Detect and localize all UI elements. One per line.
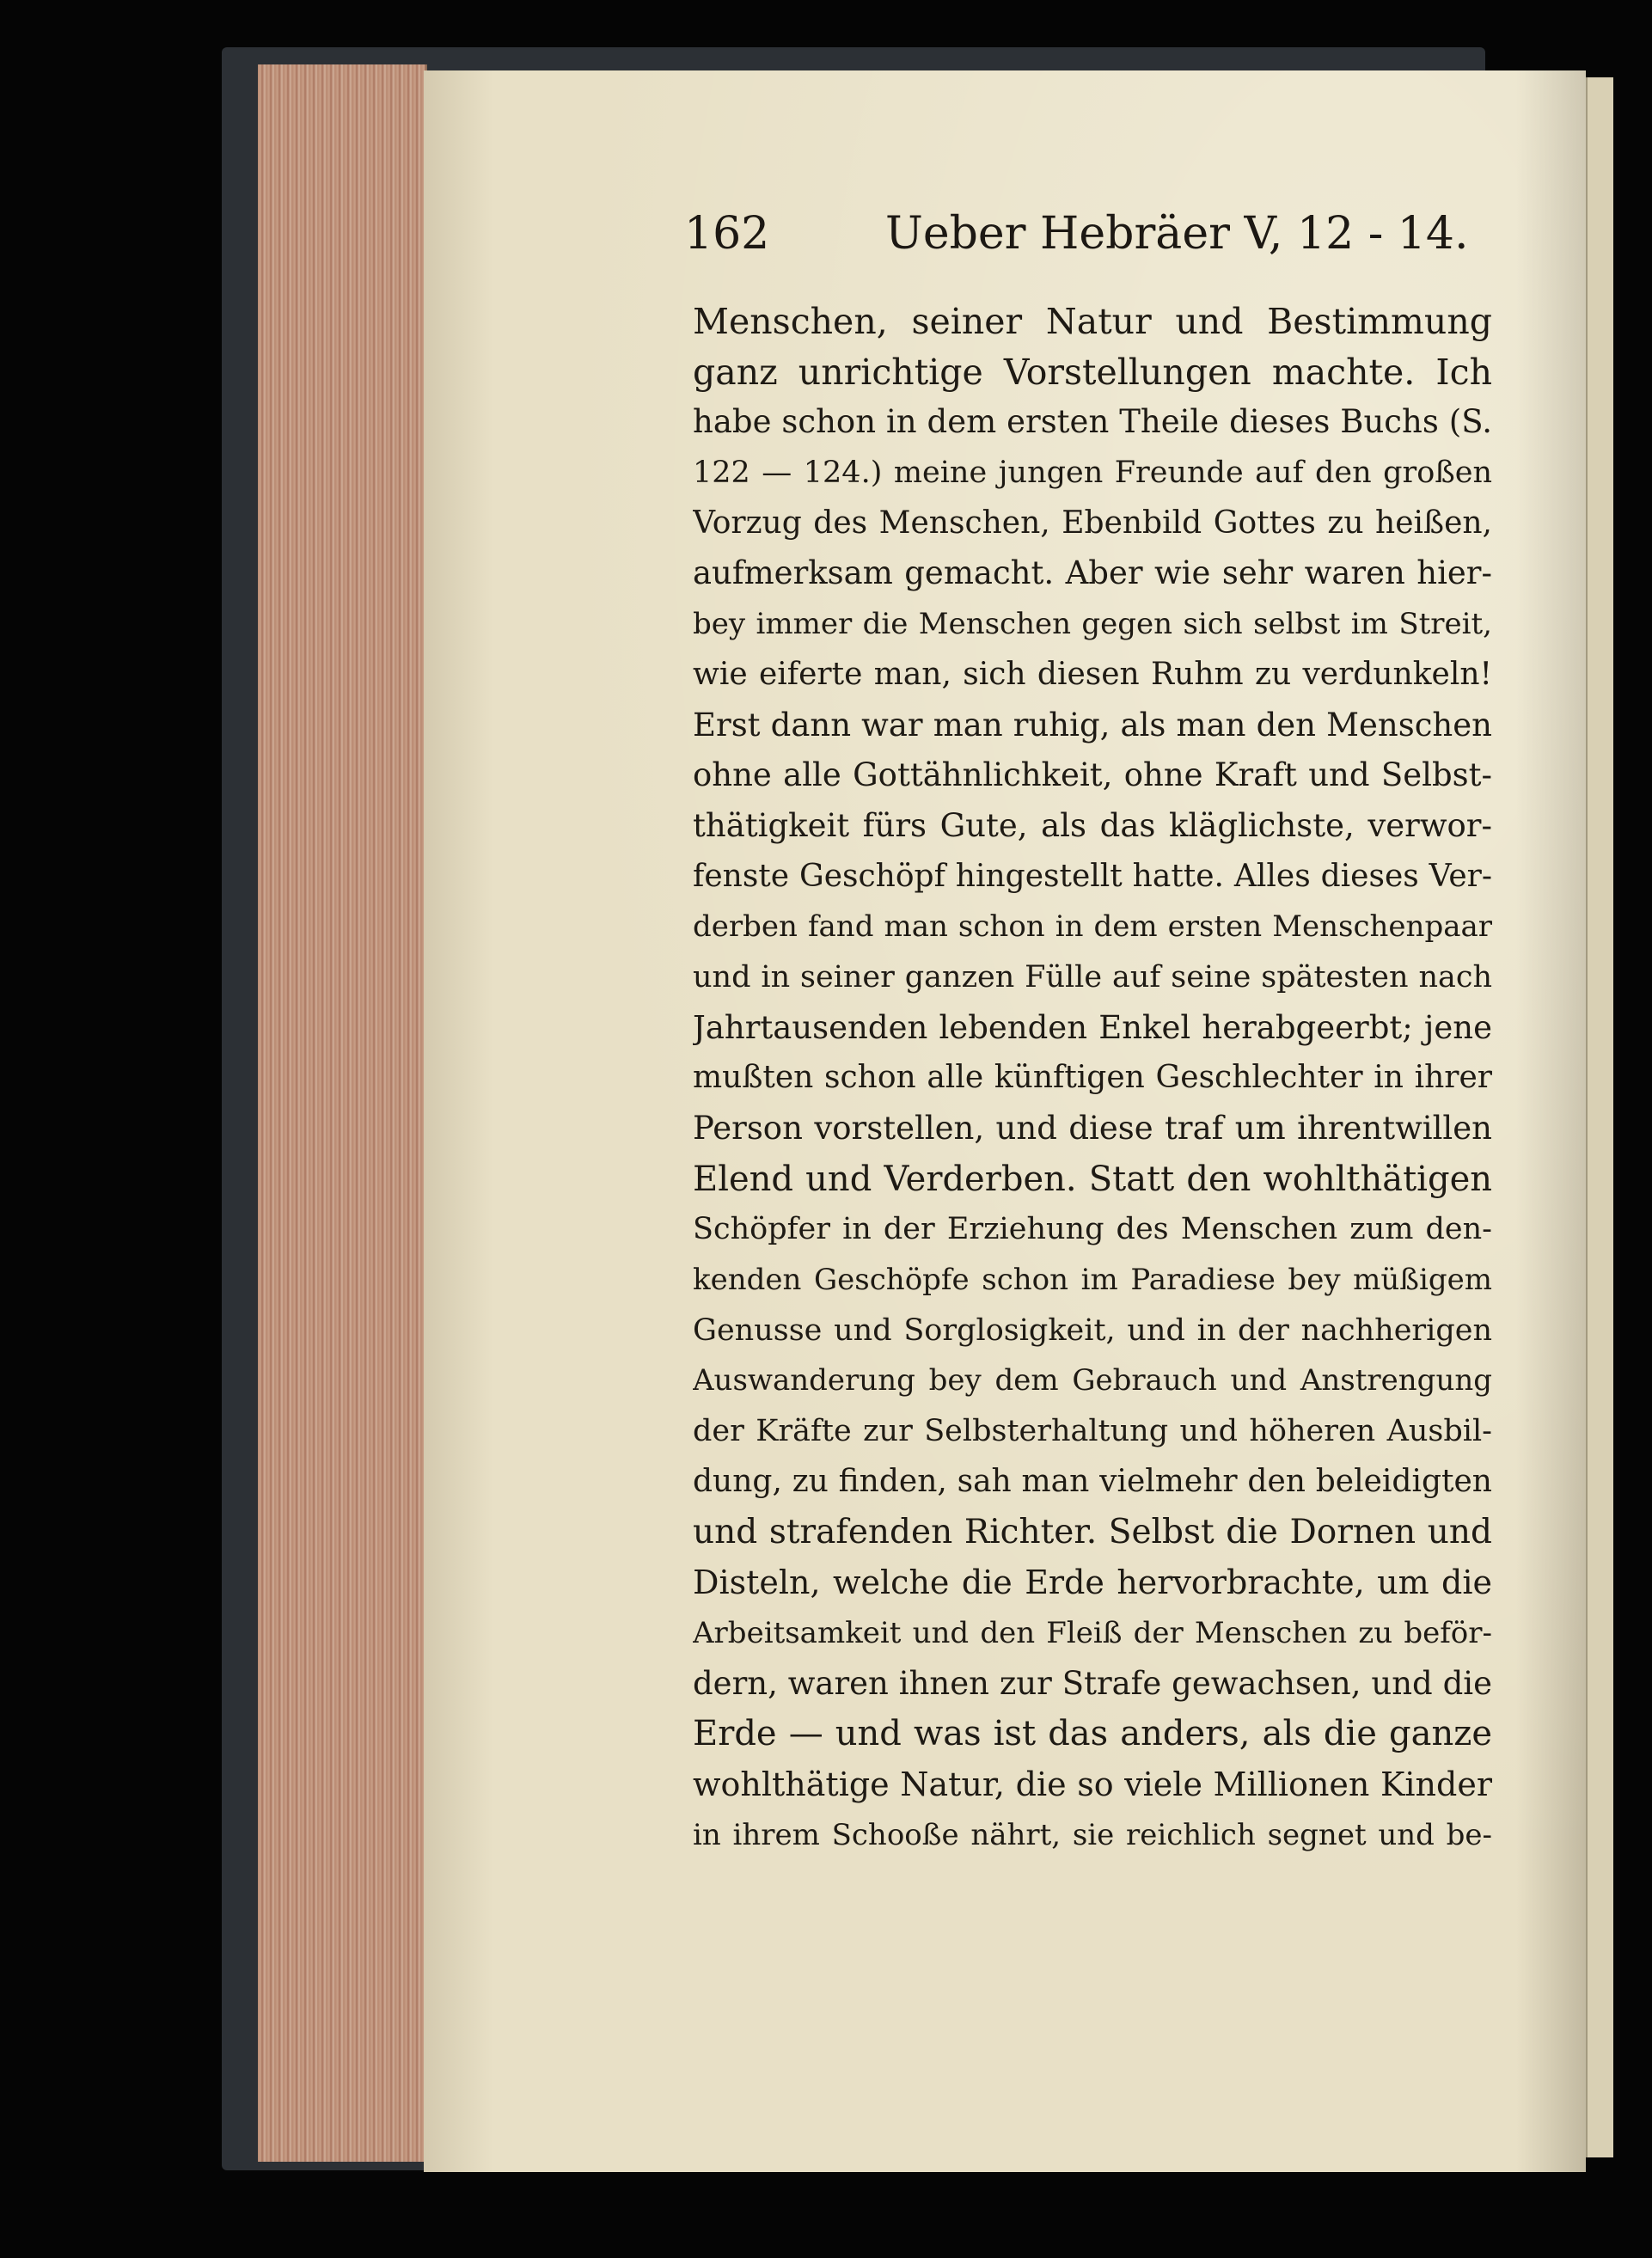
text-line: wie eiferte man, sich diesen Ruhm zu verdunkeln! — [693, 656, 1492, 692]
text-line: der Kräfte zur Selbsterhaltung und höheren Ausbil- — [693, 1414, 1492, 1449]
facing-page-edge — [1586, 77, 1613, 2157]
text-line: mußten schon alle künftigen Geschlechter in ihrer — [693, 1060, 1492, 1096]
page-number: 162 — [684, 208, 770, 260]
text-line: Person vorstellen, und diese traf um ihrentwillen — [693, 1110, 1492, 1147]
text-line: Genusse und Sorglosigkeit, und in der nachherigen — [693, 1313, 1492, 1348]
text-line: und in seiner ganzen Fülle auf seine spätesten nach — [693, 959, 1492, 994]
text-line: 122 — 124.) meine jungen Freunde auf den großen — [693, 456, 1492, 491]
text-line: Disteln, welche die Erde hervorbrachte, um die — [693, 1563, 1492, 1602]
text-line: und strafenden Richter. Selbst die Dornen und — [693, 1512, 1492, 1551]
text-line: ohne alle Gottähnlichkeit, ohne Kraft und Selbst- — [693, 756, 1492, 794]
text-line: derben fand man schon in dem ersten Menschenpaar — [693, 909, 1492, 945]
text-line: Jahrtausenden lebenden Enkel herabgeerbt; jene — [693, 1008, 1492, 1046]
text-line: kenden Geschöpfe schon im Paradiese bey müßigem — [693, 1263, 1492, 1298]
text-line: fenste Geschöpf hingestellt hatte. Alles dieses Ver- — [693, 858, 1492, 894]
text-line: dung, zu finden, sah man vielmehr den beleidigten — [693, 1463, 1492, 1499]
text-line: wohlthätige Natur, die so viele Millionen Kinder — [693, 1765, 1492, 1803]
text-line: in ihrem Schooße nährt, sie reichlich segnet und be- — [693, 1817, 1492, 1852]
text-line: Erde — und was ist das anders, als die ganze — [693, 1714, 1492, 1754]
body-text — [693, 297, 1492, 1860]
text-line: Erst dann war man ruhig, als man den Menschen — [693, 706, 1492, 743]
text-line: Auswanderung bey dem Gebrauch und Anstrengung — [693, 1363, 1492, 1398]
text-line: habe schon in dem ersten Theile dieses Buchs (S. — [693, 403, 1492, 441]
text-line: Arbeitsamkeit und den Fleiß der Menschen zu beför- — [693, 1615, 1492, 1650]
text-line: aufmerksam gemacht. Aber wie sehr waren hier- — [693, 554, 1492, 592]
text-line: thätigkeit fürs Gute, als das kläglichste, verwor- — [693, 806, 1492, 844]
text-line: Menschen, seiner Natur und Bestimmung — [693, 301, 1492, 342]
text-line: bey immer die Menschen gegen sich selbst im Streit, — [693, 607, 1492, 642]
text-line: Schöpfer in der Erziehung des Menschen zum den- — [693, 1212, 1492, 1247]
text-line: dern, waren ihnen zur Strafe gewachsen, und die — [693, 1664, 1492, 1702]
page-edges — [258, 64, 427, 2162]
text-line: Vorzug des Menschen, Ebenbild Gottes zu heißen, — [693, 505, 1492, 541]
running-head: Ueber Hebräer V, 12 - 14. — [885, 208, 1469, 260]
text-line: ganz unrichtige Vorstellungen machte. Ich — [693, 351, 1492, 393]
text-line: Elend und Verderben. Statt den wohlthätigen — [693, 1159, 1492, 1199]
